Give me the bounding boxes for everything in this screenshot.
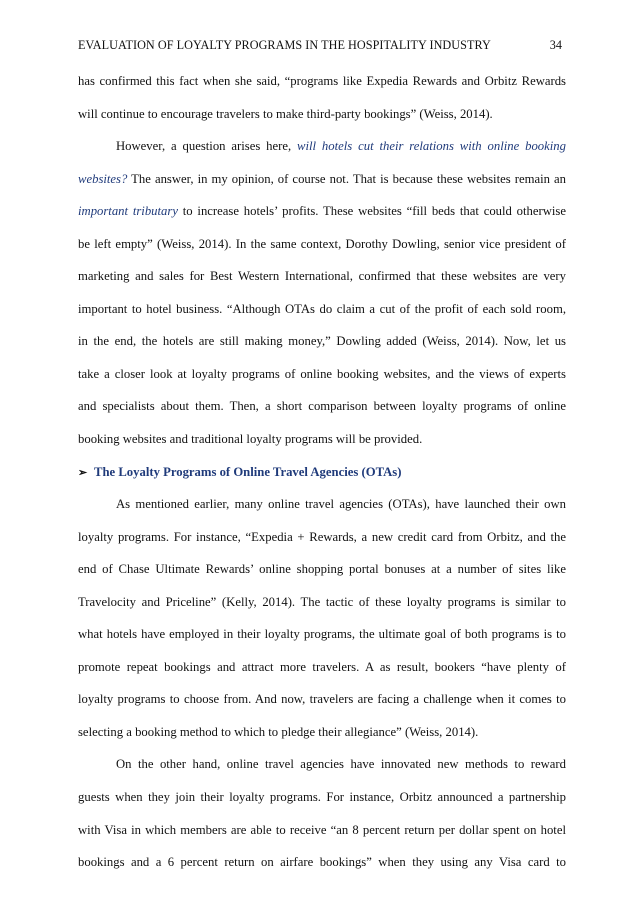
text-line (78, 138, 566, 171)
text-line: be left empty” (Weiss, 2014). In the same context, Dorothy Dowling, senior vice president of (78, 236, 566, 251)
section-heading-text: The Loyalty Programs of Online Travel Agencies (OTAs) (94, 464, 402, 479)
text-line: in the end, the hotels are still making money,” Dowling added (Weiss, 2014). Now, let us (78, 334, 566, 349)
text-line: end of Chase Ultimate Rewards’ online shopping portal bonuses at a number of sites like (78, 562, 566, 577)
italic-question: will hotels cut their relations with online booking (297, 139, 566, 154)
text-run: to increase hotels’ profits. These websites “fill beds that could otherwise (177, 204, 567, 219)
text-line: has confirmed this fact when she said, “programs like Expedia Rewards and Orbitz Rewards (78, 74, 566, 88)
text-line: with Visa in which members are able to receive “an 8 percent return per dollar spent on hotel (78, 822, 566, 837)
text-line: loyalty programs to choose from. And now, travelers are facing a challenge when it comes to (78, 692, 566, 707)
text-line: what hotels have employed in their loyalty programs, the ultimate goal of both programs is to (78, 627, 566, 642)
text-line: will continue to encourage travelers to make third-party bookings” (Weiss, 2014). (78, 106, 493, 121)
text-line: On the other hand, online travel agencies have innovated new methods to reward (116, 757, 566, 772)
page-number: 34 (549, 38, 562, 52)
running-head: EVALUATION OF LOYALTY PROGRAMS IN THE HOSPITALITY INDUSTRY (78, 38, 491, 52)
text-line: Travelocity and Priceline” (Kelly, 2014). The tactic of these loyalty programs is similar to (78, 594, 566, 609)
text-line: marketing and sales for Best Western International, confirmed that these websites are very (78, 269, 566, 284)
text-line: guests when they join their loyalty programs. For instance, Orbitz announced a partnership (78, 790, 566, 805)
text-line: loyalty programs. For instance, “Expedia + Rewards, a new credit card from Orbitz, and the (78, 529, 566, 544)
arrow-bullet-icon: ➢ (78, 466, 88, 479)
italic-question-end: websites? (78, 171, 128, 186)
text-line: promote repeat bookings and attract more travelers. A as result, bookers “have plenty of (78, 659, 566, 674)
text-line: bookings and a 6 percent return on airfare bookings” when they using any Visa card to (78, 855, 566, 870)
text-line: and specialists about them. Then, a short comparison between loyalty programs of online (78, 399, 566, 414)
italic-phrase: important tributary (78, 204, 178, 219)
text-line: important to hotel business. “Although OTAs do claim a cut of the profit of each sold room, (78, 301, 566, 316)
text-line: selecting a booking method to which to pledge their allegiance” (Weiss, 2014). (78, 724, 479, 739)
text-line (78, 203, 566, 236)
text-line: take a closer look at loyalty programs of online booking websites, and the views of experts (78, 366, 566, 381)
section-heading (78, 464, 566, 497)
text-line: booking websites and traditional loyalty programs will be provided. (78, 432, 423, 447)
text-line: As mentioned earlier, many online travel agencies (OTAs), have launched their own (116, 497, 566, 512)
body-text (78, 73, 566, 887)
text-run: The answer, in my opinion, of course not. That is because these websites remain an (127, 171, 566, 186)
text-run: However, a question arises here, (116, 139, 298, 154)
text-line (78, 171, 566, 204)
